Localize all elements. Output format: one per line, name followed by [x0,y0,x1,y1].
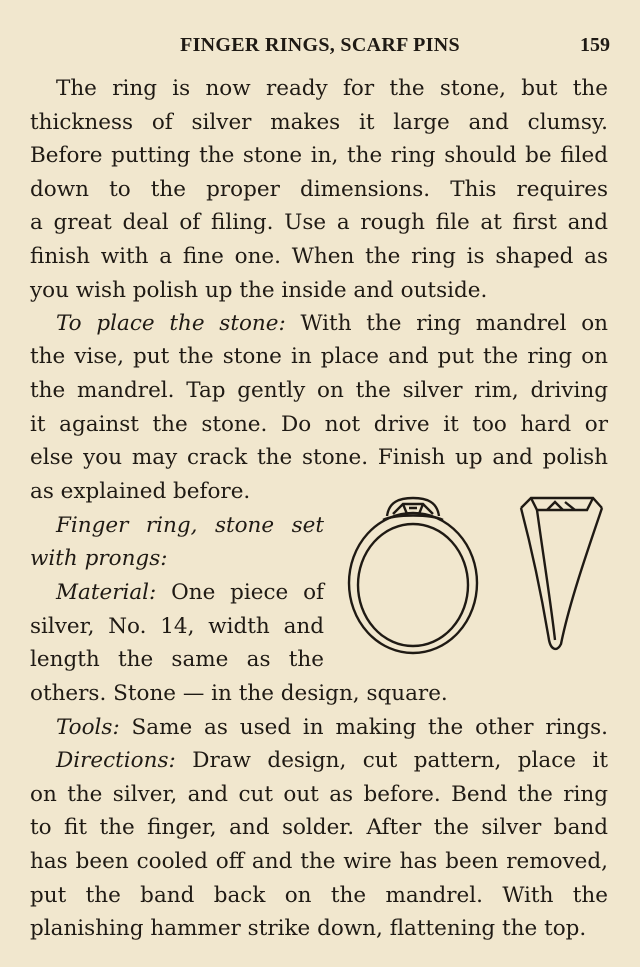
paragraph-2-first-line-rest: With the ring mandrel on [285,311,608,336]
page-number: 159 [580,34,610,56]
directions-line: planishing hammer strike down, flattening the top. [30,916,587,941]
project-title-line: Finger ring, stone set [56,513,324,538]
directions-first-line [56,744,608,777]
directions-text: Draw design, cut pattern, place it [175,748,608,773]
paragraph-1-line: you wish polish up the inside and outside. [30,278,488,303]
material-line: length the same as the [30,647,324,672]
directions-label: Directions: [56,748,176,773]
ring-front-view-drawing [349,498,477,653]
directions-line: on the silver, and cut out as before. Bend the ring [30,782,608,807]
place-stone-lead-in: To place the stone: [56,311,286,336]
running-title: FINGER RINGS, SCARF PINS [180,34,460,56]
material-text: One piece of [156,580,324,605]
material-line: others. Stone — in the design, square. [30,681,448,706]
ring-illustration [343,494,608,658]
tools-label: Tools: [56,715,120,740]
directions-line: put the band back on the mandrel. With the [30,883,608,908]
material-label: Material: [56,580,157,605]
directions-line: has been cooled off and the wire has been removed, [30,849,608,874]
paragraph-2-line: the mandrel. Tap gently on the silver rim, driving [30,378,608,403]
paragraph-1-line: The ring is now ready for the stone, but the [56,76,608,101]
paragraph-2-first-line [56,307,608,340]
project-title-line: with prongs: [30,546,168,571]
directions-line: to fit the finger, and solder. After the silver band [30,815,608,840]
material-first-line [56,576,324,609]
tools-line [56,711,608,744]
paragraph-1-line: a great deal of filing. Use a rough file at first and [30,210,608,235]
paragraph-1-line: Before putting the stone in, the ring should be filed [30,143,608,168]
paragraph-2-line: as explained before. [30,479,251,504]
tools-text: Same as used in making the other rings. [119,715,608,740]
paragraph-2-line: the vise, put the stone in place and put the ring on [30,344,608,369]
paragraph-1-line: finish with a fine one. When the ring is shaped as [30,244,608,269]
paragraph-2-line: else you may crack the stone. Finish up and polish [30,445,608,470]
paragraph-1-line: down to the proper dimensions. This requires [30,177,608,202]
ring-side-view-drawing [521,498,602,649]
paragraph-2-line: it against the stone. Do not drive it too hard or [30,412,608,437]
page-header [30,34,610,62]
paragraph-1-line: thickness of silver makes it large and clumsy. [30,110,608,135]
ring-drawings [343,494,608,658]
material-line: silver, No. 14, width and [30,614,324,639]
